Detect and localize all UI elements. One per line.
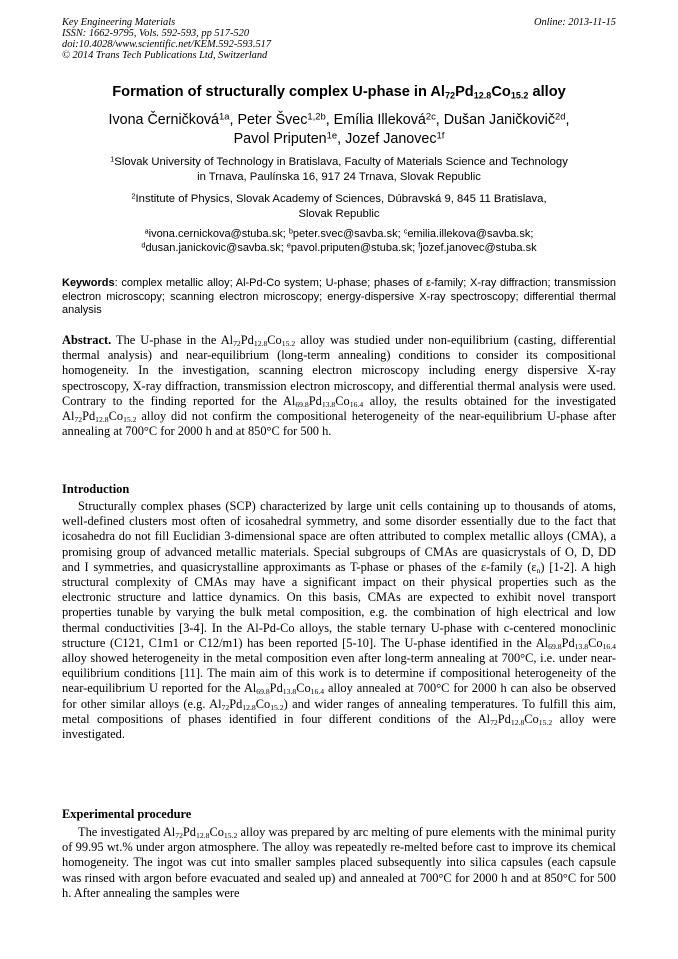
formula-sub: 69.8 [548,641,562,651]
formula-sub: 15.2 [538,717,553,727]
introduction-heading: Introduction [62,482,130,496]
formula-el: Co [524,711,539,726]
author-sup: 1e [326,129,338,141]
formula-sub: 15.2 [123,414,137,424]
title-text: alloy [528,84,566,100]
author [109,112,238,128]
formula-sub: 15.2 [223,830,238,840]
email-line-2 [40,241,638,255]
intro-text: alloy annealed at 700°C for 2000 h can also be observed for other similar alloys (e.g. Al [62,681,616,711]
affiliation-line [40,155,638,170]
affiliation-sup: 2 [131,191,136,201]
title-sub: 72 [445,90,456,101]
affiliation-1 [40,155,638,184]
author-sup: 1f [436,129,445,141]
affiliation-text: Slovak Republic [298,207,380,220]
formula-sub: 16.4 [349,399,364,409]
formula-el: Co [335,393,350,408]
email-address[interactable]: jozef.janovec@stuba.sk [420,242,537,254]
formula-el: Co [296,681,311,696]
formula-sub: 69.8 [295,399,309,409]
formula-el: Co [108,409,124,424]
author-name: Jozef Janovec [345,131,437,147]
formula-el: Pd [497,711,511,726]
formula-el: Pd [240,333,254,347]
doi-line: doi:10.4028/www.scientific.net/KEM.592-593.517 [62,39,272,50]
email-sup: e [286,240,291,250]
author-sep: , [565,112,570,128]
formula-el: Co [588,635,603,650]
author-line-2 [40,130,638,149]
title-text: Co [491,84,511,100]
formula-el: Co [255,696,271,711]
author-name: Dušan Janičkovič [443,112,555,128]
formula-sub: 16.4 [602,641,616,651]
author-sep: , [325,112,334,128]
author-sup: 1a [219,110,230,122]
formula-sub: 72 [490,717,498,727]
exp-text: alloy was prepared by arc melting of pure elements with the minimal purity of 99.95 wt.% under argon atmosphere. The alloy was repeatedly re-melted before cast to improve its chemical homogeneity. The ingot was cut into smaller samples placed subsequently into silica capsules (each capsule was rinsed with argon before evacuated and sealed up) and annealed at 700°C for 2000 h and at 850°C for 500 h. After annealing the samples were [62,825,616,900]
formula-sub: 13.8 [574,641,589,651]
formula-sub: 12.8 [253,338,268,348]
author-sup: 2c [425,110,436,122]
author-sup: 2d [555,110,566,122]
formula-el: Pd [82,409,96,424]
formula-el: Pd [308,393,322,408]
journal-header [62,17,616,61]
author [234,131,345,147]
formula-sub: 12.8 [196,830,210,840]
journal-name: Key Engineering Materials [62,17,176,28]
email-address[interactable]: ivona.cernickova@stuba.sk; [148,228,289,240]
formula-sub: 13.8 [321,399,336,409]
intro-text: alloy were investigated. [62,711,616,742]
keywords-label: Keywords [62,277,115,289]
email-sup: f [418,240,421,250]
author-name: Ivona Černičková [108,112,219,128]
formula-sub: 72 [175,830,183,840]
affiliation-line [40,192,638,207]
formula-sub: 72 [74,414,83,424]
author [334,112,444,128]
formula-sub: 13.8 [282,687,297,697]
email-line-1 [40,227,638,241]
keywords-text: : complex metallic alloy; Al-Pd-Co system; U-phase; phases of ε-family; X-ray diffraction; transmission electron microscopy; scanning electron microscopy; energy-dispersive X-ray spectroscopy; differential thermal analysis [62,277,616,317]
formula-el: Pd [269,681,283,696]
intro-text: alloy showed heterogeneity in the metal composition even after long-term annealing at 700°C, i.e. under near-equilibrium conditions [11]. The main aim of this work is to determine if compositional heterogeneity of the near-equilibrium U reported for the Al [62,651,616,696]
title-text: Pd [455,84,474,100]
affiliation-2 [40,192,638,221]
formula-sub: 69.8 [256,687,270,697]
abstract-paragraph [62,333,616,439]
abstract-text: alloy did not confirm the compositional heterogeneity of the near-equilibrium U-phase after annealing at 700°C for 2000 h and at 850°C for 500 h. [62,409,616,439]
abstract-text: alloy, the results obtained for the investigated Al [62,393,616,424]
author [237,112,333,128]
formula-el: Pd [182,825,196,839]
experimental-heading: Experimental procedure [62,807,192,821]
formula-sub: 12.8 [242,702,256,712]
email-address[interactable]: peter.svec@savba.sk; [292,228,404,240]
affiliation-sup: 1 [110,154,115,164]
title-sub: 15.2 [510,90,529,101]
intro-text: ) [1-2]. A high structural complexity of CMAs may have a significant impact on their physical properties such as the electronic structure and lattice dynamics. On this basis, CMAs are expected to exhibit novel transport properties tunable by varying the bulk metal composition, e.g. the combination of high electrical and low thermal conductivities [3-4]. In the Al-Pd-Co alloys, the stable ternary U-phase with c-centered monoclinic structure (C121, C1m1 or C12/m1) has been reported [5-10]. The U-phase identified in the Al [62,559,616,650]
email-sup: a [144,226,149,236]
author-list [40,111,638,149]
abstract-label: Abstract. [62,333,112,347]
email-address[interactable]: pavol.priputen@stuba.sk; [290,242,419,254]
experimental-paragraph [62,825,616,901]
author-name: Pavol Priputen [233,131,327,147]
issn-line: ISSN: 1662-9795, Vols. 592-593, pp 517-520 [62,28,250,39]
intro-text: Structurally complex phases (SCP) characterized by large unit cells containing up to thousands of atoms, well-defined clusters most often of icosahedral symmetry, and some disorder essentially due to the fact that icosahedra do not fill Euclidian 3-dimensional space are often attributed to complex metallic alloys (CMA), a promising group of advanced metallic materials. Special subgroups of CMAs are quasicrystals of O, D, DD and I symmetries, and quasicrystalline approximants as T-phase or phases of the ε-family (ε [62,499,616,574]
email-address[interactable]: dusan.janickovic@savba.sk; [145,242,287,254]
affiliation-text: Slovak University of Technology in Bratislava, Faculty of Materials Science and Technology [114,156,568,168]
email-list [40,227,638,255]
formula-el: Pd [229,696,243,711]
title-sub: 12.8 [473,90,492,101]
introduction-paragraph [62,499,616,742]
author-line-1 [40,111,638,130]
formula-sub: 72 [233,338,241,348]
paper-title [40,84,638,101]
author-sep: , [229,112,238,128]
formula-sub: 15.2 [270,702,284,712]
epsilon-sub: n [536,565,541,575]
author-sup: 1,2b [307,110,326,122]
exp-text: The investigated Al [78,825,176,839]
formula-el: Co [267,333,282,347]
abstract-text: The U-phase in the Al [111,333,234,347]
intro-text: ) and wider ranges of annealing temperatures. To fulfill this aim, metal compositions of phases identified in four different conditions of the Al [62,696,616,726]
email-sup: d [141,240,146,250]
formula-sub: 72 [221,702,230,712]
abstract-text: alloy was studied under non-equilibrium (casting, differential thermal analysis) and near-equilibrium (long-term annealing) conditions to consider its compositional homogeneity. In the investigation, scanning electron microscopy including energy dispersive X-ray spectroscopy, X-ray diffraction, transmission electron microscopy, and differential thermal analysis were used. Contrary to the finding reported for the Al [62,333,616,408]
author [345,131,444,147]
copyright-line: © 2014 Trans Tech Publications Ltd, Switzerland [62,50,268,61]
email-sup: c [403,226,408,236]
affiliation-text: Institute of Physics, Slovak Academy of Sciences, Dúbravská 9, 845 11 Bratislava, [135,193,547,205]
title-text: Formation of structurally complex U-phase in Al [112,84,445,100]
author-sep: , [337,131,346,147]
formula-sub: 15.2 [281,338,296,348]
author-sep: , [435,112,444,128]
email-address[interactable]: emilia.illekova@savba.sk; [407,228,534,240]
formula-sub: 12.8 [510,717,525,727]
keywords-block [62,277,616,318]
email-sup: b [288,226,293,236]
author [444,112,570,128]
author-name: Emília Illeková [333,112,426,128]
author-name: Peter Švec [237,112,308,128]
affiliation-text: in Trnava, Paulínska 16, 917 24 Trnava, Slovak Republic [197,170,481,183]
formula-sub: 16.4 [310,687,325,697]
online-date: Online: 2013-11-15 [533,17,616,28]
formula-sub: 12.8 [95,414,109,424]
formula-el: Pd [561,635,575,650]
formula-el: Co [209,825,224,839]
